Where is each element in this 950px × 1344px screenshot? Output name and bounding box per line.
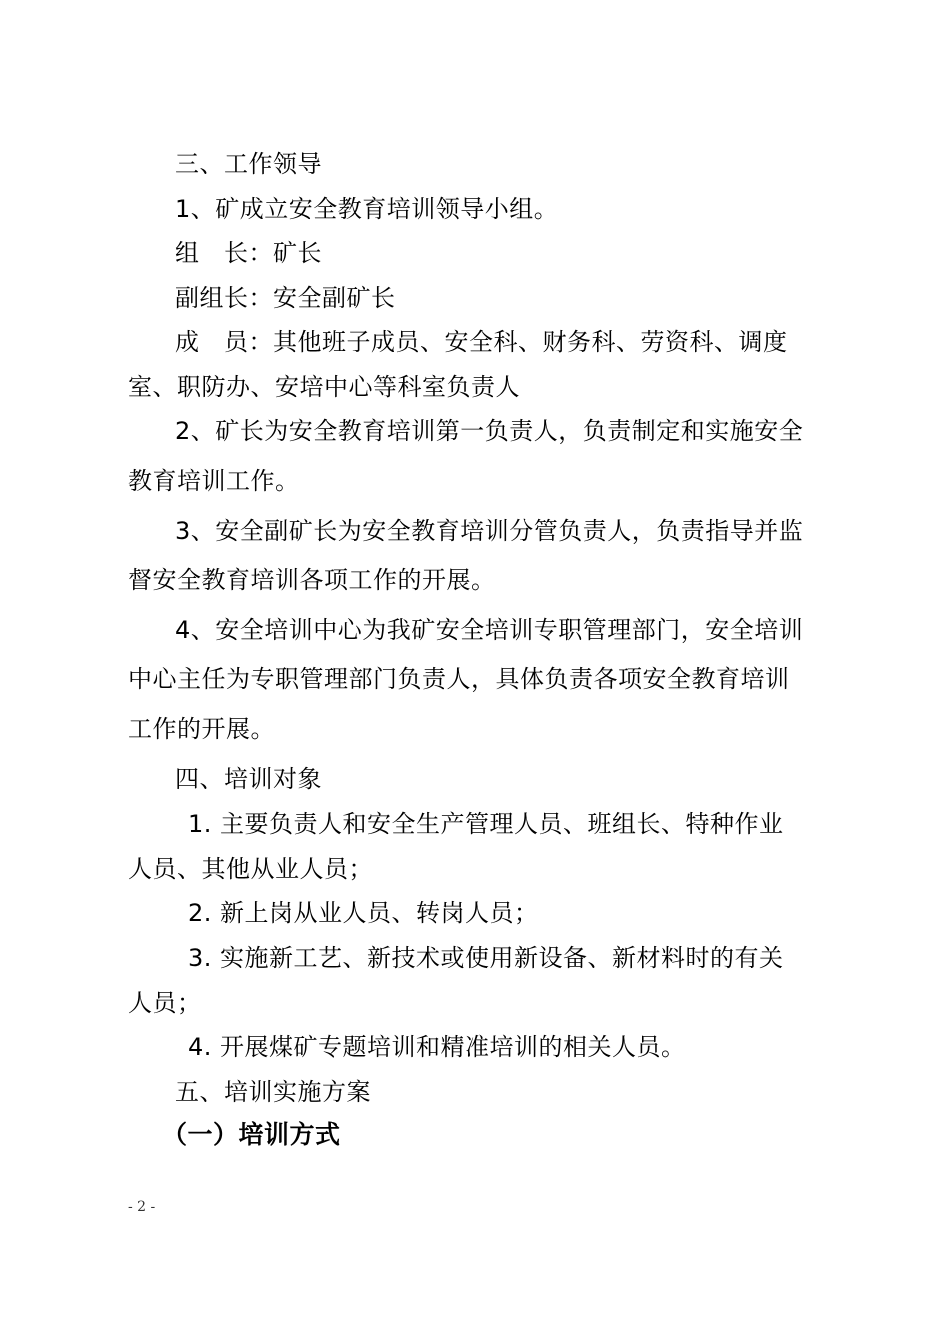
list-item-continuation: 人员、其他从业人员； bbox=[128, 855, 373, 883]
subsection-heading: （一）培训方式 bbox=[162, 1120, 341, 1149]
paragraph-line: 3、安全副矿长为安全教育培训分管负责人，负责指导并监 bbox=[175, 517, 804, 545]
list-item-continuation: 人员； bbox=[128, 989, 202, 1017]
paragraph-line: 督安全教育培训各项工作的开展。 bbox=[128, 566, 496, 594]
paragraph-line: 1、矿成立安全教育培训领导小组。 bbox=[175, 195, 559, 223]
list-item: 3. 实施新工艺、新技术或使用新设备、新材料时的有关 bbox=[188, 944, 784, 972]
paragraph-line: 4、安全培训中心为我矿安全培训专职管理部门，安全培训 bbox=[175, 616, 804, 644]
paragraph-line: 中心主任为专职管理部门负责人，具体负责各项安全教育培训 bbox=[128, 665, 790, 693]
paragraph-line: 组 长：矿长 bbox=[175, 239, 322, 267]
paragraph-line: 2、矿长为安全教育培训第一负责人，负责制定和实施安全 bbox=[175, 417, 804, 445]
list-item: 4. 开展煤矿专题培训和精准培训的相关人员。 bbox=[188, 1033, 686, 1061]
paragraph-line: 成 员：其他班子成员、安全科、财务科、劳资科、调度 bbox=[175, 328, 788, 356]
paragraph-line: 副组长：安全副矿长 bbox=[175, 284, 396, 312]
section-heading-5: 五、培训实施方案 bbox=[175, 1078, 371, 1106]
list-item: 2. 新上岗从业人员、转岗人员； bbox=[188, 899, 539, 927]
section-heading-4: 四、培训对象 bbox=[175, 765, 322, 793]
section-heading-3: 三、工作领导 bbox=[175, 150, 322, 178]
paragraph-line: 室、职防办、安培中心等科室负责人 bbox=[128, 373, 520, 401]
paragraph-line: 教育培训工作。 bbox=[128, 467, 300, 495]
paragraph-line: 工作的开展。 bbox=[128, 715, 275, 743]
page-number: - 2 - bbox=[128, 1199, 156, 1215]
list-item: 1. 主要负责人和安全生产管理人员、班组长、特种作业 bbox=[188, 810, 784, 838]
